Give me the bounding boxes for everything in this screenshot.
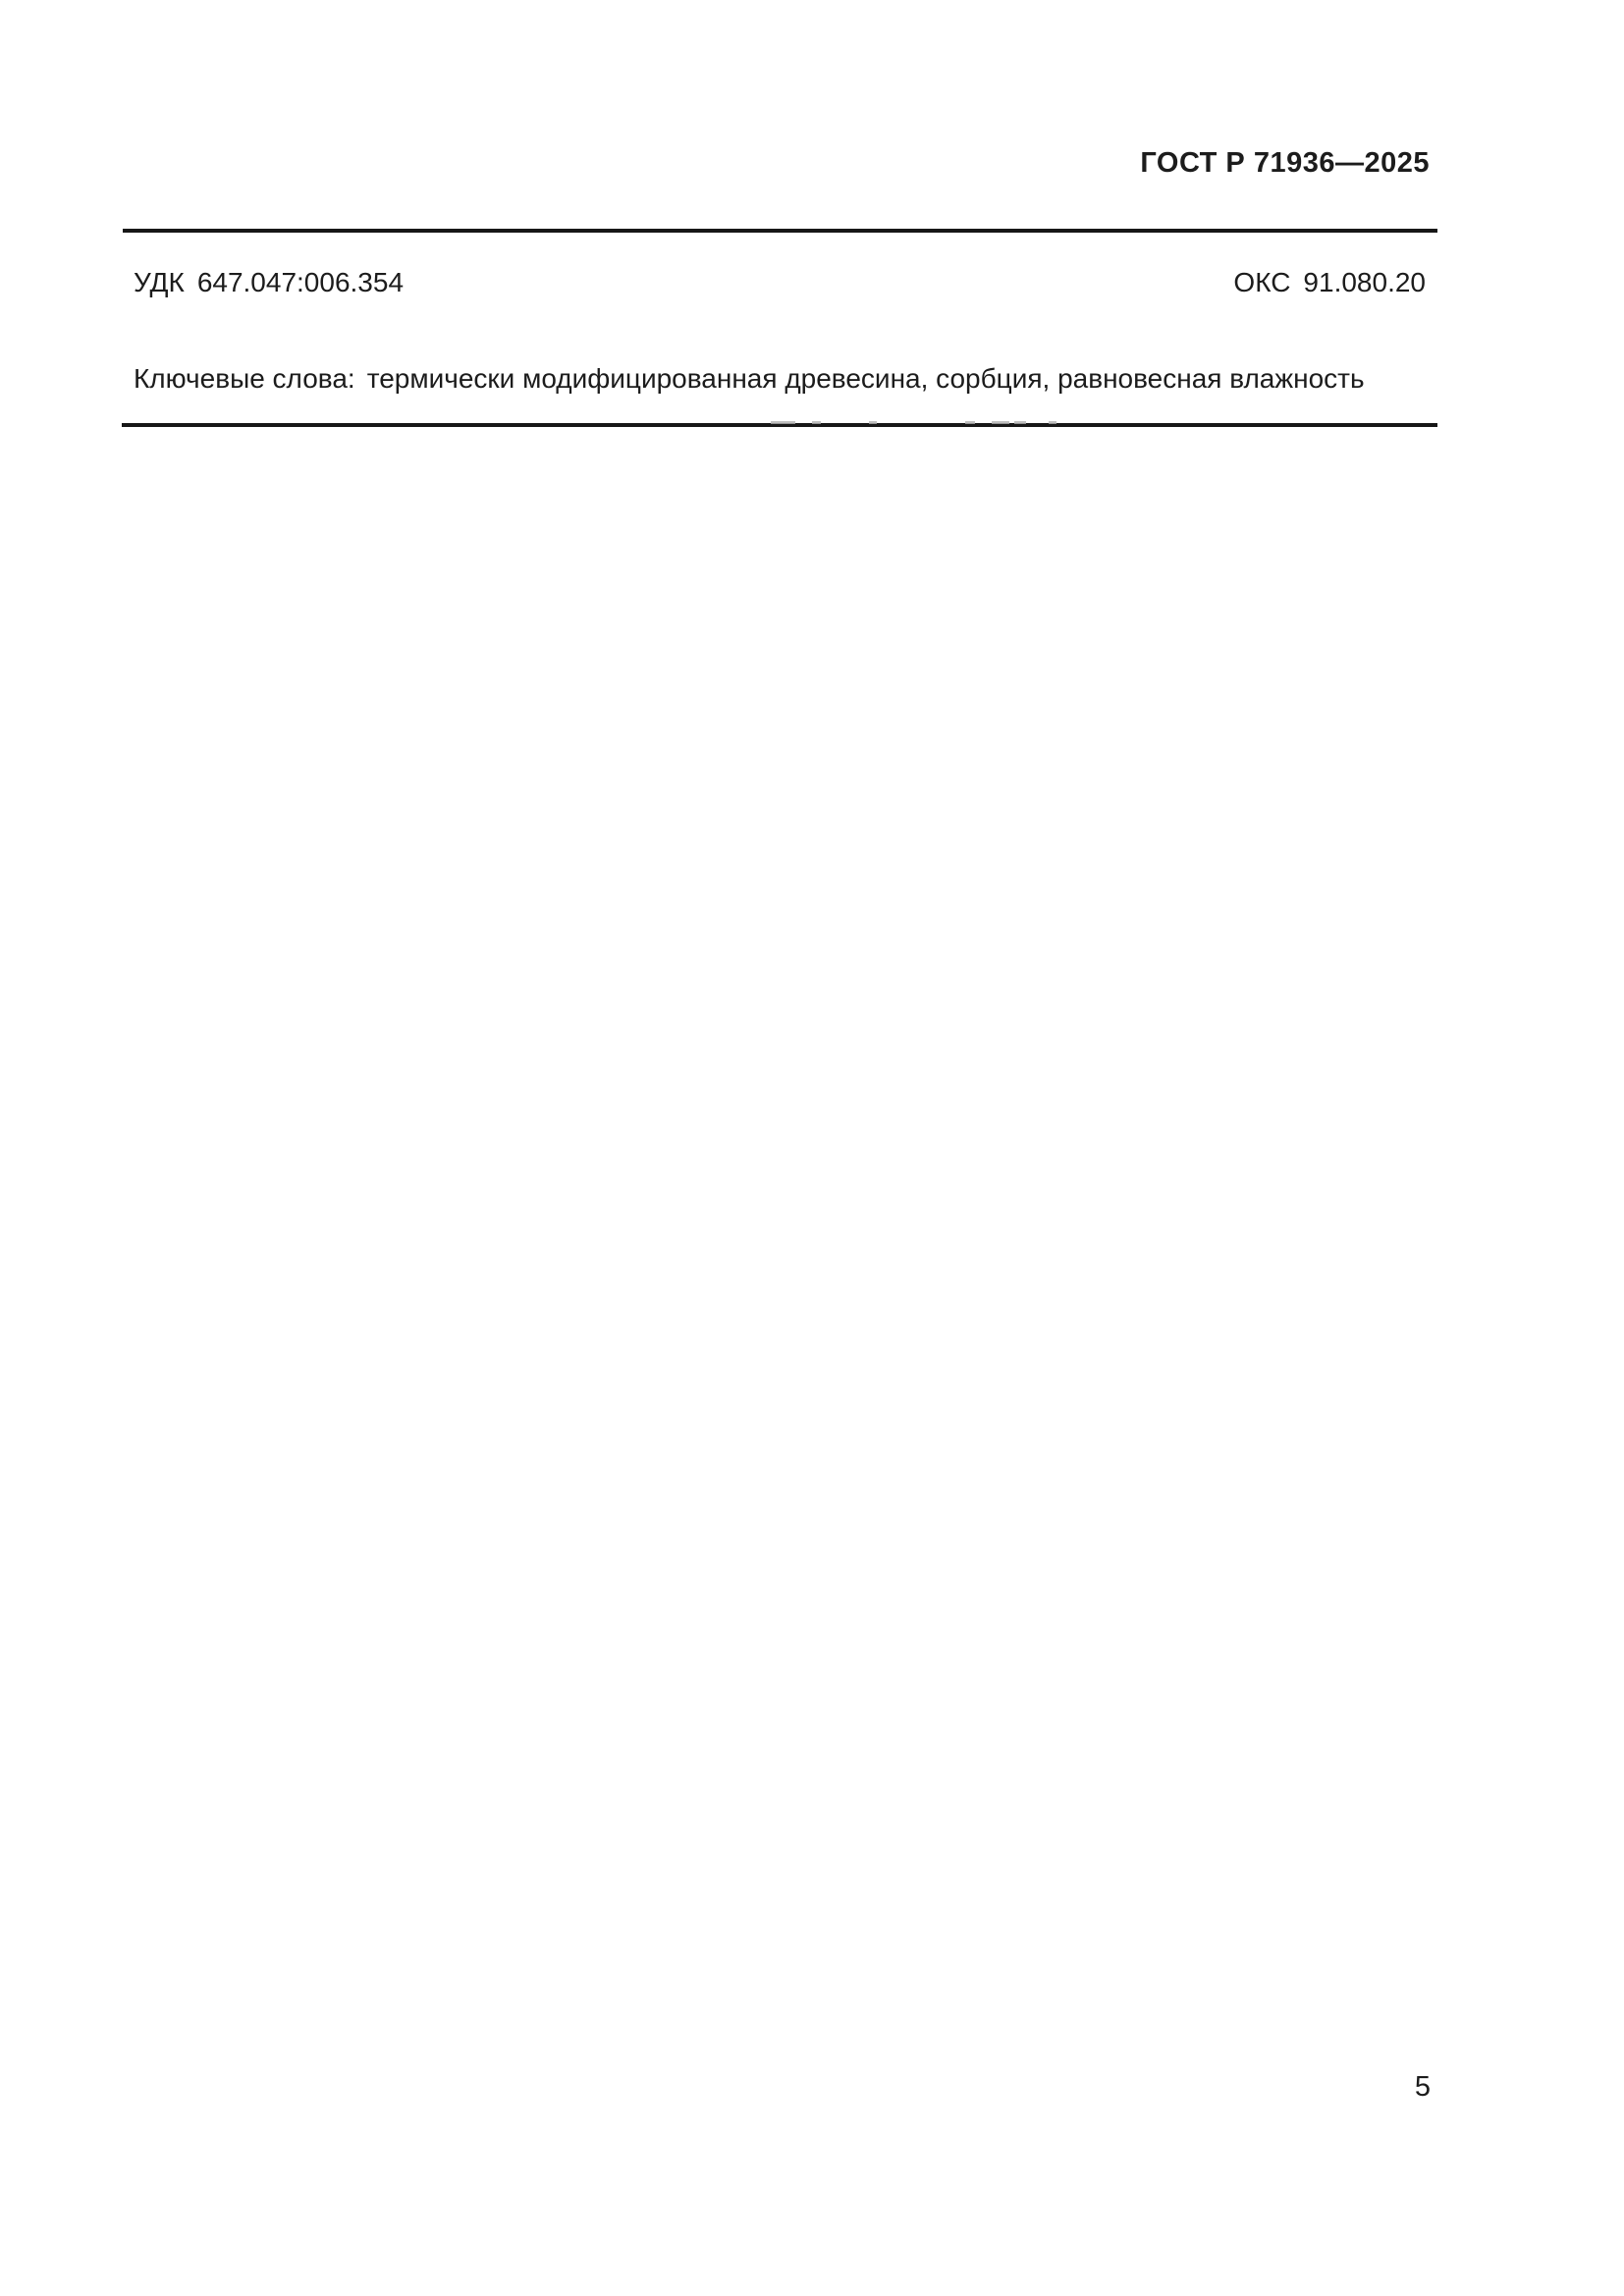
classification-row <box>134 267 1426 298</box>
oks-label: ОКС <box>1233 267 1291 297</box>
scan-artifact <box>965 421 975 424</box>
scan-artifact <box>992 421 1009 424</box>
page-number: 5 <box>1414 2071 1431 2103</box>
udk-label: УДК <box>134 267 185 297</box>
scan-artifact <box>812 421 821 424</box>
oks-code <box>1233 267 1426 298</box>
top-rule <box>123 229 1437 233</box>
keywords-value: термически модифицированная древесина, сорбция, равновесная влажность <box>366 363 1365 394</box>
oks-value: 91.080.20 <box>1303 267 1426 297</box>
scan-artifact <box>1014 421 1026 424</box>
standard-number: ГОСТ Р 71936—2025 <box>1140 147 1430 179</box>
udk-code <box>134 267 404 298</box>
scan-artifact <box>771 421 795 424</box>
udk-value: 647.047:006.354 <box>196 267 405 297</box>
keywords-line <box>134 363 1467 395</box>
keywords-label: Ключевые слова: <box>134 363 355 394</box>
scan-artifact <box>1049 421 1056 424</box>
scan-artifact <box>869 421 877 424</box>
